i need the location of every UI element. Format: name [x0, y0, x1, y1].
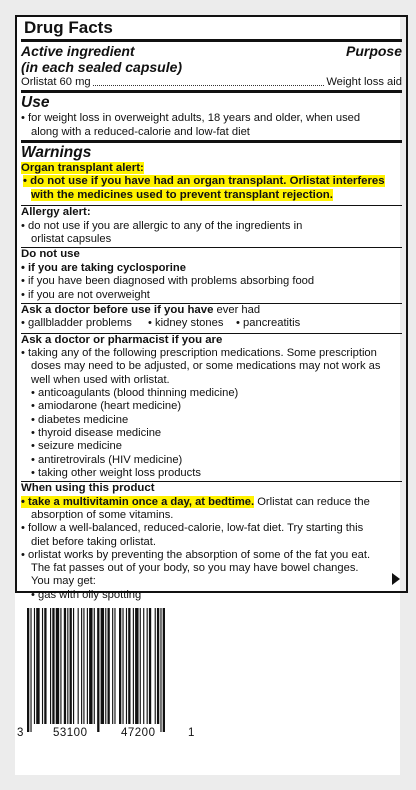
barcode-bar [157, 608, 159, 724]
barcode-bar [112, 608, 113, 724]
barcode-bar [147, 608, 148, 724]
do-not-use-item: • if you are not overweight [21, 288, 150, 301]
when-using-line: • orlistat works by preventing the absorption of some of the fat you eat. [21, 548, 371, 561]
barcode-bar [143, 608, 144, 724]
barcode-bar [30, 608, 31, 732]
barcode-bar [94, 608, 95, 724]
when-using-text: Orlistat can reduce the [254, 495, 370, 508]
barcode-bar [135, 608, 138, 724]
page-title: Drug Facts [24, 18, 113, 37]
barcode-bar [73, 608, 74, 724]
barcode-bar [78, 608, 79, 724]
medication-item: • thyroid disease medicine [31, 426, 162, 439]
barcode-bar [67, 608, 68, 724]
barcode-bar [163, 608, 165, 732]
barcode-bar [114, 608, 115, 724]
barcode-group-right: 47200 [121, 727, 156, 739]
medication-item: • taking other weight loss products [31, 466, 201, 479]
when-using-line: diet before taking orlistat. [31, 535, 156, 548]
ask-doctor-items [21, 317, 402, 330]
do-not-use-item: • if you are taking cyclosporine [21, 261, 186, 274]
warnings-heading: Warnings [21, 143, 92, 161]
barcode-bar [70, 608, 72, 724]
barcode-bar [155, 608, 156, 724]
purpose-heading: Purpose [345, 43, 402, 59]
barcode-bar [81, 608, 82, 724]
barcode-bar [108, 608, 110, 724]
barcode-bar [87, 608, 88, 724]
barcode-bar [126, 608, 127, 724]
do-not-use-item: • if you have been diagnosed with problems absorbing food [21, 275, 315, 288]
barcode-bar [97, 608, 99, 732]
organ-alert-title [21, 162, 402, 176]
barcode-bar [105, 608, 106, 724]
allergy-line: orlistat capsules [31, 233, 112, 246]
organ-alert-line: • do not use if you have had an organ transplant. Orlistat interferes [23, 175, 385, 188]
medication-item: • seizure medicine [31, 440, 122, 453]
allergy-alert-title: Allergy alert: [21, 206, 91, 219]
barcode-bar [56, 608, 59, 724]
barcode-bar [52, 608, 54, 724]
medication-item: • antiretrovirals (HIV medicine) [31, 453, 183, 466]
ask-doctor-item: • pancreatitis [236, 317, 301, 330]
when-using-line: The fat passes out of your body, so you may have bowel changes. [31, 562, 359, 575]
use-line: along with a reduced-calorie and low-fat diet [31, 125, 250, 138]
medication-item: • amiodarone (heart medicine) [31, 400, 182, 413]
barcode-bar [89, 608, 92, 724]
barcode-bar [83, 608, 84, 724]
when-using-title: When using this product [21, 482, 155, 495]
barcode-bar [149, 608, 151, 724]
barcode-digit-left: 3 [17, 727, 24, 739]
ask-doctor-item: • kidney stones [148, 317, 224, 330]
barcode-group-left: 53100 [53, 727, 88, 739]
barcode-bar [128, 608, 130, 724]
ask-doctor-title [21, 304, 402, 318]
barcode-bar [42, 608, 43, 724]
ingredient-row [21, 76, 402, 89]
barcode-bar [133, 608, 134, 724]
barcode-bar [160, 608, 161, 732]
barcode-bar [119, 608, 121, 724]
organ-alert-text [21, 175, 402, 202]
when-using-line: You may get: [31, 575, 96, 588]
barcode-bar [34, 608, 35, 724]
barcode-digit-right: 1 [188, 727, 195, 739]
barcode-bar [64, 608, 66, 724]
drug-facts-panel [15, 15, 400, 775]
barcode-bars [23, 608, 393, 726]
organ-alert-title-text: Organ transplant alert: [21, 161, 144, 174]
ask-pharmacist-line: • taking any of the following prescription medications. Some prescription [21, 347, 377, 360]
ask-doctor-item: • gallbladder problems [21, 317, 132, 330]
active-header [21, 43, 402, 75]
ask-doctor-title-rest: ever had [213, 303, 261, 316]
ask-pharmacist-line: well when used with orlistat. [31, 373, 170, 386]
medication-item: • diabetes medicine [31, 413, 129, 426]
active-label-block [21, 43, 182, 75]
arrow-right-icon [392, 573, 400, 585]
ask-doctor-title-bold: Ask a doctor before use if you have [21, 303, 214, 316]
organ-alert-line: with the medicines used to prevent transplant rejection. [31, 188, 333, 201]
ingredient-name: Orlistat 60 mg [21, 76, 91, 88]
when-using-line: absorption of some vitamins. [31, 508, 174, 521]
multivitamin-highlight: • take a multivitamin once a day, at bedtime. [21, 495, 255, 508]
barcode-bar [60, 608, 61, 724]
medication-item: • anticoagulants (blood thinning medicine) [31, 387, 239, 400]
do-not-use-title: Do not use [21, 248, 80, 261]
barcode-bar [44, 608, 46, 724]
use-line: • for weight loss in overweight adults, 18 years and older, when used [21, 112, 361, 125]
active-ingredient-sub: (in each sealed capsule) [21, 59, 183, 75]
use-heading: Use [21, 94, 50, 112]
divider [21, 39, 402, 42]
ask-pharmacist-line: doses may need to be adjusted, or some medications may not work as [31, 360, 381, 373]
ingredient-purpose: Weight loss aid [326, 76, 402, 88]
barcode-bar [122, 608, 123, 724]
when-using-line [21, 496, 402, 509]
barcode-bar [50, 608, 51, 724]
active-ingredient-heading: Active ingredient [21, 43, 135, 59]
barcode-bar [36, 608, 39, 724]
barcode-bar [140, 608, 141, 724]
drug-facts-box [15, 15, 408, 601]
barcode-bar [101, 608, 104, 724]
barcode [15, 608, 400, 788]
allergy-line: • do not use if you are allergic to any of the ingredients in [21, 219, 303, 232]
dot-leader [93, 85, 325, 86]
barcode-bar [27, 608, 29, 732]
when-using-line: • follow a well-balanced, reduced-calorie, low-fat diet. Try starting this [21, 522, 364, 535]
when-using-line: • gas with oily spotting [31, 588, 142, 601]
ask-pharmacist-title: Ask a doctor or pharmacist if you are [21, 333, 223, 346]
